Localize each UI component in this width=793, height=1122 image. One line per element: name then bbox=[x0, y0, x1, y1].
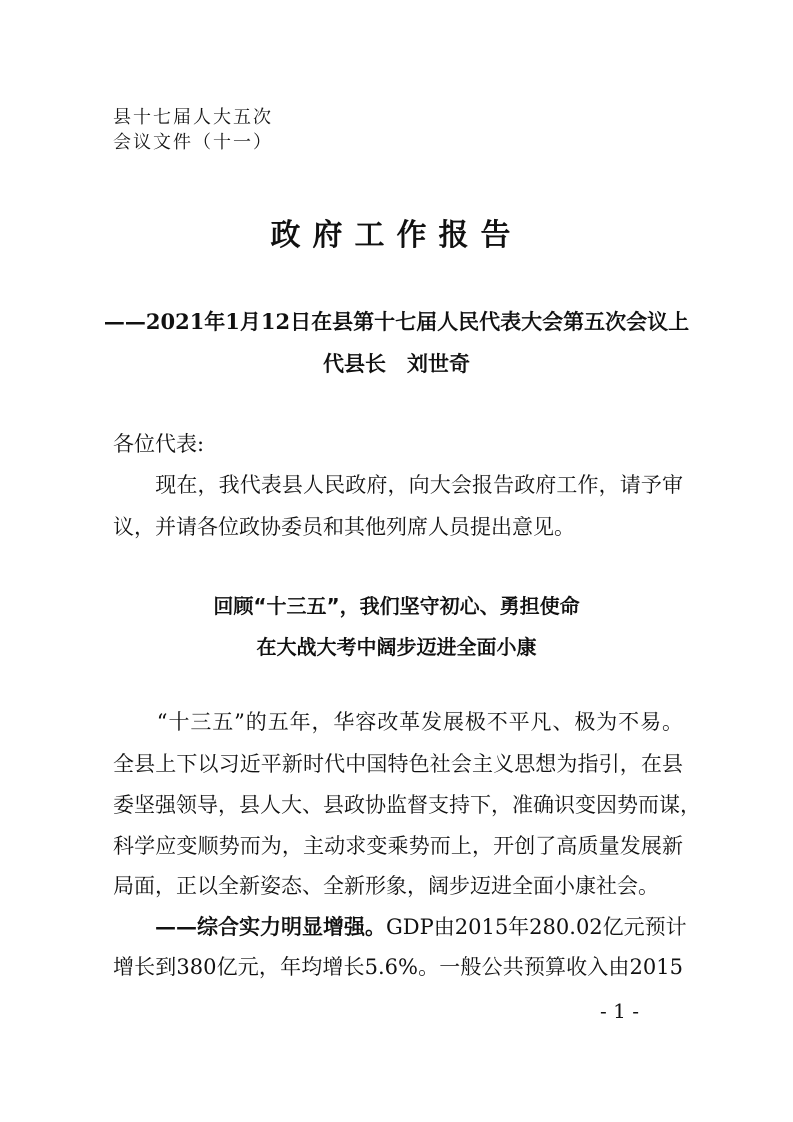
page-number: - 1 - bbox=[600, 999, 639, 1023]
subtitle-line2: 代县长 刘世奇 bbox=[323, 351, 470, 376]
point-line2: 增长到380亿元，年均增长5.6%。一般公共预算收入由2015 bbox=[113, 955, 683, 979]
intro-line: 议，并请各位政协委员和其他列席人员提出意见。 bbox=[113, 515, 575, 539]
doc-header-line2: 会议文件（十一） bbox=[113, 132, 273, 153]
section-heading-line1: 回顾“十三五”，我们坚守初心、勇担使命 bbox=[213, 594, 580, 618]
section-heading-line2: 在大战大考中阔步迈进全面小康 bbox=[256, 635, 537, 659]
body-line: 全县上下以习近平新时代中国特色社会主义思想为指引，在县 bbox=[113, 752, 683, 776]
body-line: “十三五”的五年，华容改革发展极不平凡、极为不易。 bbox=[113, 710, 683, 734]
body-line: 科学应变顺势而为，主动求变乘势而上，开创了高质量发展新 bbox=[113, 834, 683, 858]
point-rest: GDP由2015年280.02亿元预计 bbox=[386, 915, 687, 939]
body-line: 局面，正以全新姿态、全新形象，阔步迈进全面小康社会。 bbox=[113, 874, 659, 898]
salutation: 各位代表: bbox=[113, 432, 205, 456]
doc-header-line1: 县十七届人大五次 bbox=[113, 107, 273, 128]
point-line1 bbox=[113, 913, 687, 941]
subtitle-line1: ——2021年1月12日在县第十七届人民代表大会第五次会议上 bbox=[103, 309, 690, 334]
intro-line: 现在，我代表县人民政府，向大会报告政府工作，请予审 bbox=[113, 473, 683, 497]
page-title: 政府工作报告 bbox=[270, 218, 523, 253]
body-line: 委坚强领导，县人大、县政协监督支持下，准确识变因势而谋， bbox=[113, 793, 701, 817]
point-lead: ——综合实力明显增强。 bbox=[113, 914, 386, 939]
